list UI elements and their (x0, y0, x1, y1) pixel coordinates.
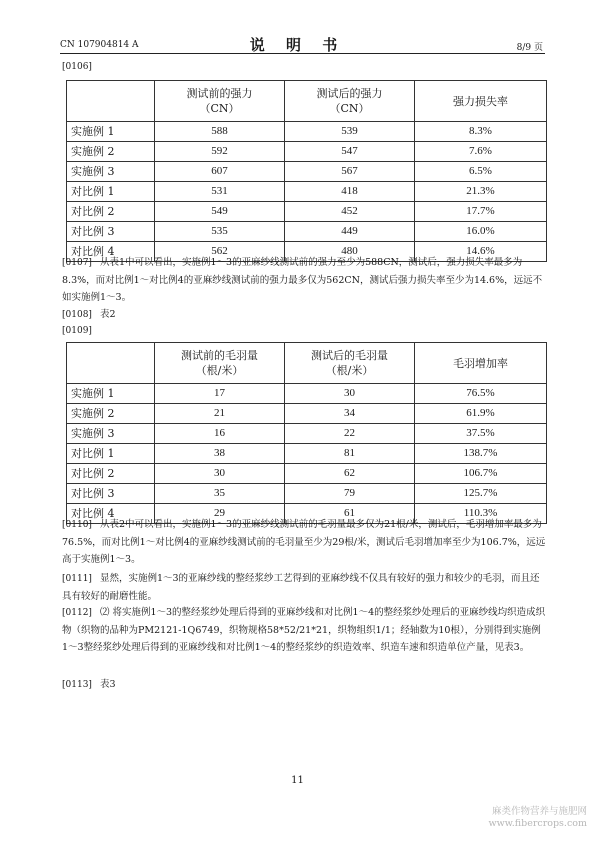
para-tag-0111: [0111] (62, 574, 92, 584)
table-cell: 61.9% (415, 404, 547, 424)
table-cell: 21 (155, 404, 285, 424)
table-cell: 37.5% (415, 424, 547, 444)
table-row (67, 384, 547, 404)
table-cell: 6.5% (415, 162, 547, 182)
paragraph-0112 (62, 604, 546, 656)
table-cell: 30 (155, 464, 285, 484)
para-tag-0108: [0108] (62, 310, 92, 320)
table-cell: 79 (285, 484, 415, 504)
table-row (67, 404, 547, 424)
table-cell: 62 (285, 464, 415, 484)
table-cell: 110.3% (415, 504, 547, 524)
table-cell: 22 (285, 424, 415, 444)
table-row (67, 142, 547, 162)
table-row (67, 162, 547, 182)
row-label: 对比例 3 (67, 222, 155, 242)
table-cell: 61 (285, 504, 415, 524)
para-text-0112: ⑵ 将实施例1～3的整经浆纱处理后得到的亚麻纱线和对比例1～4的整经浆纱处理后的亚麻纱线均织造成织物（织物的品种为PM2121-1Q6749，织物规格58*52/21*21，织物组织1/1；经轴数为10根），分别得到实施例1～3整经浆纱处理后得到的亚麻纱线和对比例1～4的整经浆纱的织造效率、织造车速和织造单位产量，见表3。 (62, 607, 546, 653)
table-cell: 38 (155, 444, 285, 464)
hairiness-table (66, 342, 547, 524)
para-text-0111: 显然，实施例1～3的亚麻纱线的整经浆纱工艺得到的亚麻纱线不仅具有较好的强力和较少的毛羽，而且还具有较好的耐磨性能。 (62, 573, 540, 602)
document-title: 说 明 书 (249, 36, 346, 54)
header-cell: 测试前的毛羽量 （根/米） (155, 343, 285, 384)
table-cell: 549 (155, 202, 285, 222)
para-tag-0109: [0109] (62, 326, 92, 336)
table-row (67, 182, 547, 202)
table-cell: 567 (285, 162, 415, 182)
table-cell: 452 (285, 202, 415, 222)
table-cell: 607 (155, 162, 285, 182)
para-tag-0110: [0110] (62, 520, 92, 530)
table-cell: 35 (155, 484, 285, 504)
table-cell: 592 (155, 142, 285, 162)
row-label: 实施例 2 (67, 404, 155, 424)
header-cell-blank (67, 343, 155, 384)
table-cell: 29 (155, 504, 285, 524)
table-row (67, 222, 547, 242)
row-label: 对比例 4 (67, 504, 155, 524)
para-tag-0106: [0106] (62, 62, 92, 72)
para-text-0107: 从表1中可以看出，实施例1～3的亚麻纱线测试前的强力至少为588CN，测试后，强力损失率最多为8.3%，而对比例1～对比例4的亚麻纱线测试前的强力最多仅为562CN，测试后强力损失率至少为14.6%，远远不如实施例1～3。 (62, 257, 543, 303)
table-cell: 34 (285, 404, 415, 424)
para-text-0113: 表3 (99, 679, 116, 690)
row-label: 实施例 3 (67, 424, 155, 444)
page-number: 11 (291, 775, 304, 786)
table-row (67, 424, 547, 444)
row-label: 对比例 1 (67, 182, 155, 202)
table-cell: 106.7% (415, 464, 547, 484)
table-cell: 480 (285, 242, 415, 262)
table-row (67, 122, 547, 142)
watermark-line-1: 麻类作物营养与施肥网 (491, 806, 587, 817)
row-label: 对比例 4 (67, 242, 155, 262)
table-row (67, 444, 547, 464)
doc-number: CN 107904814 A (60, 40, 139, 50)
header-cell: 毛羽增加率 (415, 343, 547, 384)
paragraph-0110 (62, 516, 546, 568)
watermark-line-2: www.fibercrops.com (488, 818, 587, 829)
table-cell: 449 (285, 222, 415, 242)
table-cell: 76.5% (415, 384, 547, 404)
table-cell: 21.3% (415, 182, 547, 202)
row-label: 对比例 1 (67, 444, 155, 464)
table-cell: 81 (285, 444, 415, 464)
table-row (67, 202, 547, 222)
header-cell: 强力损失率 (415, 81, 547, 122)
header-cell: 测试前的强力 （CN） (155, 81, 285, 122)
table-cell: 7.6% (415, 142, 547, 162)
row-label: 对比例 2 (67, 464, 155, 484)
table-cell: 547 (285, 142, 415, 162)
table-cell: 30 (285, 384, 415, 404)
paragraph-0108 (62, 306, 546, 324)
page-indicator: 8/9 页 (516, 43, 543, 53)
row-label: 实施例 1 (67, 384, 155, 404)
paragraph-0107 (62, 254, 546, 306)
row-label: 实施例 3 (67, 162, 155, 182)
table-cell: 138.7% (415, 444, 547, 464)
table-cell: 16.0% (415, 222, 547, 242)
table-cell: 418 (285, 182, 415, 202)
table-cell: 539 (285, 122, 415, 142)
table-cell: 125.7% (415, 484, 547, 504)
row-label: 实施例 2 (67, 142, 155, 162)
header-cell: 测试后的强力 （CN） (285, 81, 415, 122)
strength-table (66, 80, 547, 262)
header-rule (60, 53, 545, 54)
para-text-0110: 从表2中可以看出，实施例1～3的亚麻纱线测试前的毛羽量最多仅为21根/米，测试后，毛羽增加率最多为76.5%，而对比例1～对比例4的亚麻纱线测试前的毛羽量至少为29根/米，测试后毛羽增加率至少为106.7%，远远高于实施例1～3。 (62, 519, 546, 565)
para-text-0108: 表2 (99, 309, 116, 320)
row-label: 对比例 2 (67, 202, 155, 222)
paragraph-0111 (62, 570, 546, 605)
table-cell: 8.3% (415, 122, 547, 142)
header-cell-blank (67, 81, 155, 122)
table-row (67, 464, 547, 484)
table-cell: 17 (155, 384, 285, 404)
table-cell: 17.7% (415, 202, 547, 222)
paragraph-0113 (62, 676, 546, 694)
table-cell: 531 (155, 182, 285, 202)
table-row (67, 484, 547, 504)
table-cell: 535 (155, 222, 285, 242)
header-cell: 测试后的毛羽量 （根/米） (285, 343, 415, 384)
row-label: 对比例 3 (67, 484, 155, 504)
table-cell: 588 (155, 122, 285, 142)
table-cell: 562 (155, 242, 285, 262)
table-cell: 16 (155, 424, 285, 444)
para-tag-0112: [0112] (62, 608, 92, 618)
para-tag-0107: [0107] (62, 258, 92, 268)
row-label: 实施例 1 (67, 122, 155, 142)
para-tag-0113: [0113] (62, 680, 92, 690)
table-cell: 14.6% (415, 242, 547, 262)
watermark (489, 806, 587, 830)
